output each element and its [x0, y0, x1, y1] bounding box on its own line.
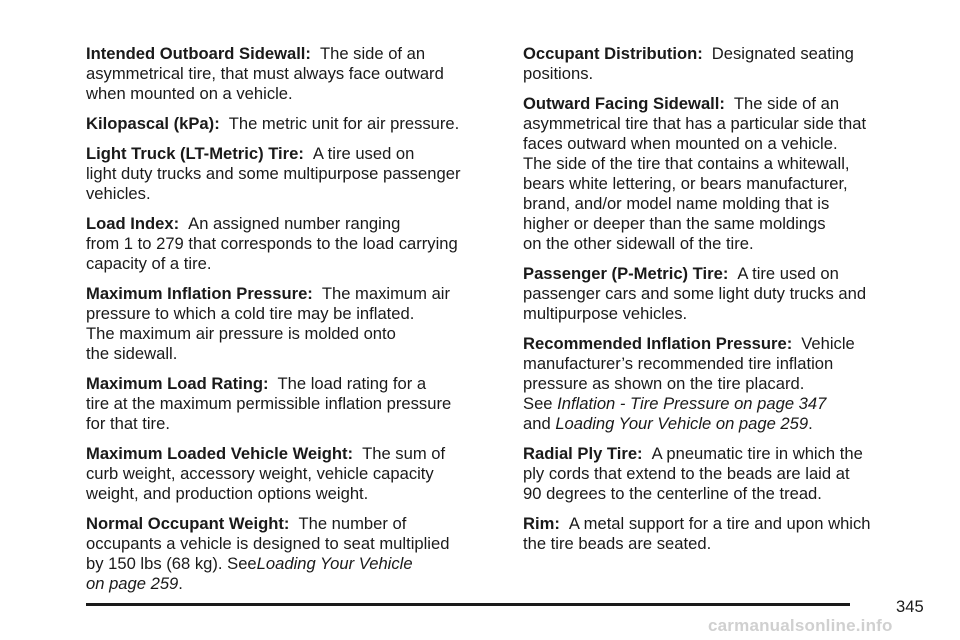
- definition-text: light duty trucks and some multipurpose passenger: [86, 164, 461, 183]
- definition-text: The maximum air pressure is molded onto: [86, 324, 396, 343]
- and-word: and: [523, 414, 551, 433]
- glossary-term: Occupant Distribution:: [523, 44, 703, 63]
- definition-text: pressure to which a cold tire may be inflated.: [86, 304, 415, 323]
- glossary-entry-passenger-tire: [523, 264, 918, 324]
- definition-text: vehicles.: [86, 184, 151, 203]
- glossary-term: Normal Occupant Weight:: [86, 514, 290, 533]
- definition-text: The side of an: [319, 44, 426, 63]
- watermark: carmanualsonline.info: [708, 616, 893, 635]
- definition-text: asymmetrical tire that has a particular side that: [523, 114, 867, 133]
- glossary-term: Maximum Loaded Vehicle Weight:: [86, 444, 354, 463]
- left-column: [86, 44, 501, 604]
- glossary-entry-maximum-loaded-vehicle-weight: [86, 444, 501, 504]
- glossary-term: Recommended Inflation Pressure:: [523, 334, 793, 353]
- glossary-term: Passenger (P-Metric) Tire:: [523, 264, 729, 283]
- definition-text: by 150 lbs (68 kg). See: [86, 554, 257, 573]
- definition-text: Designated seating: [711, 44, 854, 63]
- glossary-term: Maximum Load Rating:: [86, 374, 269, 393]
- glossary-entry-intended-outboard-sidewall: [86, 44, 501, 104]
- definition-text: passenger cars and some light duty trucks and: [523, 284, 867, 303]
- glossary-entry-recommended-inflation-pressure: [523, 334, 918, 434]
- glossary-term: Outward Facing Sidewall:: [523, 94, 725, 113]
- definition-text: The maximum air: [321, 284, 451, 303]
- glossary-term: Intended Outboard Sidewall:: [86, 44, 311, 63]
- definition-text: curb weight, accessory weight, vehicle capacity: [86, 464, 434, 483]
- definition-text: The metric unit for air pressure.: [228, 114, 460, 133]
- glossary-entry-normal-occupant-weight: [86, 514, 501, 594]
- definition-text: A metal support for a tire and upon which: [568, 514, 871, 533]
- glossary-entry-occupant-distribution: [523, 44, 918, 84]
- definition-text: The side of an: [733, 94, 840, 113]
- definition-text: brand, and/or model name molding that is: [523, 194, 830, 213]
- definition-text: higher or deeper than the same moldings: [523, 214, 826, 233]
- definition-text: A pneumatic tire in which the: [651, 444, 863, 463]
- definition-text: manufacturer’s recommended tire inflation: [523, 354, 834, 373]
- end-punctuation: .: [178, 574, 183, 593]
- definition-text: weight, and production options weight.: [86, 484, 369, 503]
- cross-reference-link[interactable]: Loading Your Vehicle on page 259: [555, 414, 809, 433]
- glossary-entry-maximum-inflation-pressure: [86, 284, 501, 364]
- glossary-term: Maximum Inflation Pressure:: [86, 284, 313, 303]
- definition-text: pressure as shown on the tire placard.: [523, 374, 805, 393]
- definition-text: A tire used on: [312, 144, 415, 163]
- footer-divider: [86, 603, 850, 606]
- cross-reference-link[interactable]: Inflation - Tire Pressure on page 347: [557, 394, 827, 413]
- definition-text: multipurpose vehicles.: [523, 304, 688, 323]
- glossary-entry-rim: [523, 514, 918, 554]
- definition-text: faces outward when mounted on a vehicle.: [523, 134, 838, 153]
- page-number: 345: [896, 597, 924, 616]
- see-word: See: [523, 394, 553, 413]
- glossary-entry-load-index: [86, 214, 501, 274]
- definition-text: from 1 to 279 that corresponds to the load carrying: [86, 234, 458, 253]
- glossary-entry-maximum-load-rating: [86, 374, 501, 434]
- glossary-term: Kilopascal (kPa):: [86, 114, 220, 133]
- definition-text: asymmetrical tire, that must always face outward: [86, 64, 444, 83]
- definition-text: bears white lettering, or bears manufacturer,: [523, 174, 848, 193]
- definition-text: for that tire.: [86, 414, 170, 433]
- definition-text: positions.: [523, 64, 594, 83]
- glossary-term: Load Index:: [86, 214, 180, 233]
- glossary-entry-light-truck-tire: [86, 144, 501, 204]
- cross-reference-link[interactable]: on page 259: [86, 574, 179, 593]
- end-punctuation: .: [808, 414, 813, 433]
- definition-text: when mounted on a vehicle.: [86, 84, 293, 103]
- definition-text: The sum of: [362, 444, 446, 463]
- glossary-term: Radial Ply Tire:: [523, 444, 643, 463]
- definition-text: A tire used on: [737, 264, 839, 283]
- definition-text: The side of the tire that contains a whitewall,: [523, 154, 850, 173]
- definition-text: the sidewall.: [86, 344, 178, 363]
- glossary-term: Rim:: [523, 514, 560, 533]
- definition-text: An assigned number ranging: [188, 214, 401, 233]
- glossary-term: Light Truck (LT-Metric) Tire:: [86, 144, 304, 163]
- glossary-entry-radial-ply-tire: [523, 444, 918, 504]
- right-column: [523, 44, 918, 564]
- definition-text: Vehicle: [801, 334, 855, 353]
- definition-text: 90 degrees to the centerline of the tread.: [523, 484, 822, 503]
- glossary-entry-outward-facing-sidewall: [523, 94, 918, 254]
- definition-text: The number of: [298, 514, 407, 533]
- cross-reference-link[interactable]: Loading Your Vehicle: [256, 554, 413, 573]
- definition-text: The load rating for a: [277, 374, 427, 393]
- glossary-entry-kilopascal: [86, 114, 501, 134]
- definition-text: ply cords that extend to the beads are laid at: [523, 464, 850, 483]
- definition-text: occupants a vehicle is designed to seat multiplied: [86, 534, 450, 553]
- definition-text: capacity of a tire.: [86, 254, 212, 273]
- definition-text: the tire beads are seated.: [523, 534, 712, 553]
- definition-text: on the other sidewall of the tire.: [523, 234, 754, 253]
- definition-text: tire at the maximum permissible inflation pressure: [86, 394, 452, 413]
